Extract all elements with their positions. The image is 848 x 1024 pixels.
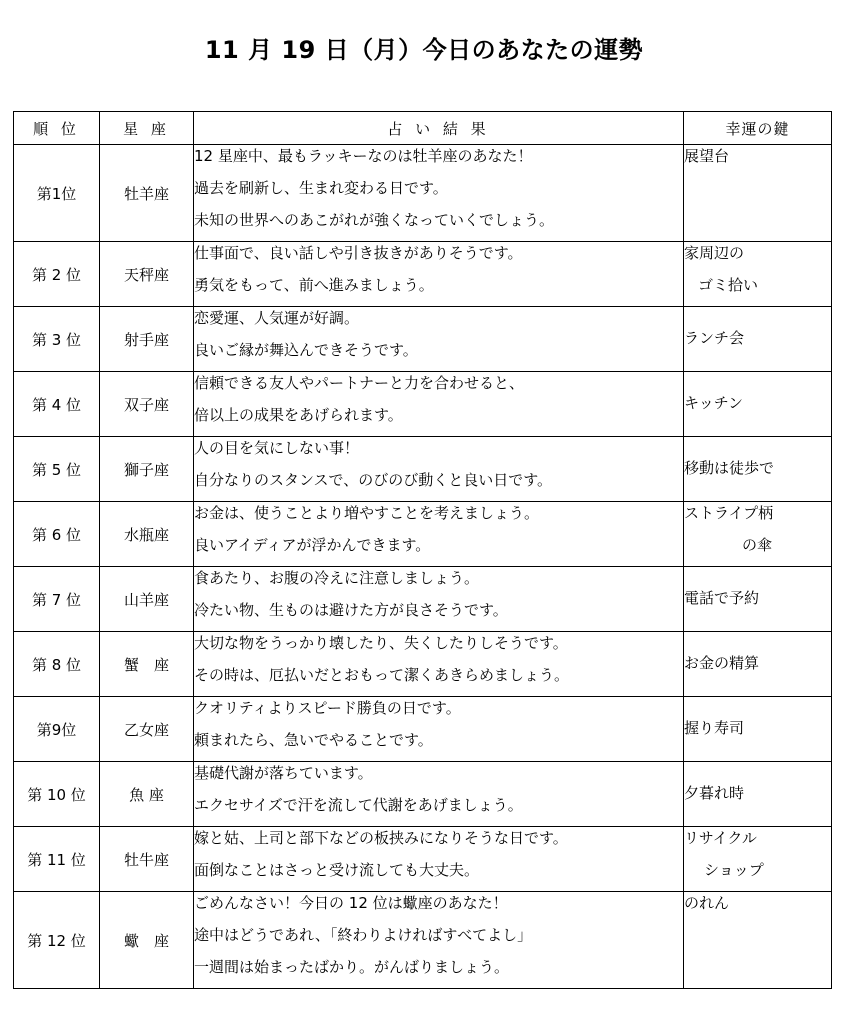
result-line: 恋愛運、人気運が好調。 (194, 309, 360, 327)
lucky-key-cell (684, 632, 832, 697)
result-line: 過去を刷新し、生まれ変わる日です。 (194, 179, 448, 197)
header-result: 占 い 結 果 (194, 112, 684, 145)
result-line: 人の目を気にしない事！ (194, 439, 360, 457)
result-cell (194, 307, 684, 372)
result-cell (194, 567, 684, 632)
rank-cell: 第 4 位 (14, 372, 100, 437)
rank-cell: 第1位 (14, 145, 100, 242)
lucky-key-cell (684, 307, 832, 372)
lucky-key-line: のれん (684, 894, 730, 912)
rank-cell: 第 6 位 (14, 502, 100, 567)
result-line: 12 星座中、最もラッキーなのは牡羊座のあなた！ (194, 147, 533, 165)
sign-cell: 天秤座 (100, 242, 194, 307)
header-sign: 星 座 (100, 112, 194, 145)
result-line: その時は、厄払いだとおもって潔くあきらめましょう。 (194, 666, 570, 684)
header-key: 幸運の鍵 (684, 112, 832, 145)
lucky-key-cell (684, 567, 832, 632)
result-cell (194, 632, 684, 697)
sign-cell: 蠍 座 (100, 892, 194, 989)
result-cell (194, 372, 684, 437)
sign-cell: 水瓶座 (100, 502, 194, 567)
rank-cell: 第 11 位 (14, 827, 100, 892)
lucky-key-line: お金の精算 (684, 654, 760, 672)
lucky-key-cell (684, 697, 832, 762)
lucky-key-cell (684, 762, 832, 827)
sign-cell: 乙女座 (100, 697, 194, 762)
lucky-key-line: ランチ会 (684, 329, 745, 347)
result-line: クオリティよりスピード勝負の日です。 (194, 699, 461, 717)
result-line: 倍以上の成果をあげられます。 (194, 406, 403, 424)
lucky-key-line: 家周辺の (684, 244, 745, 262)
table-row (14, 437, 832, 502)
rank-cell: 第 7 位 (14, 567, 100, 632)
result-line: 自分なりのスタンスで、のびのび動くと良い日です。 (194, 471, 553, 489)
lucky-key-cell (684, 892, 832, 989)
sign-cell: 牡羊座 (100, 145, 194, 242)
lucky-key-line: リサイクル (684, 829, 757, 847)
table-row (14, 502, 832, 567)
rank-cell: 第 10 位 (14, 762, 100, 827)
result-cell (194, 762, 684, 827)
result-line: 未知の世界へのあこがれが強くなっていくでしょう。 (194, 211, 555, 229)
table-row (14, 827, 832, 892)
result-line: 嫁と姑、上司と部下などの板挟みになりそうな日です。 (194, 829, 568, 847)
result-cell (194, 437, 684, 502)
result-line: 信頼できる友人やパートナーと力を合わせると、 (194, 374, 525, 392)
result-cell (194, 827, 684, 892)
result-line: 勇気をもって、前へ進みましょう。 (194, 276, 434, 294)
result-line: 冷たい物、生ものは避けた方が良さそうです。 (194, 601, 508, 619)
lucky-key-line: 夕暮れ時 (684, 784, 745, 802)
rank-cell: 第 3 位 (14, 307, 100, 372)
page-title: 11 月 19 日（月）今日のあなたの運勢 (204, 36, 644, 64)
table-row (14, 892, 832, 989)
rank-cell: 第9位 (14, 697, 100, 762)
lucky-key-cell (684, 827, 832, 892)
table-row (14, 632, 832, 697)
fortune-table (13, 111, 832, 989)
lucky-key-line: 移動は徒歩で (684, 459, 775, 477)
lucky-key-line: の傘 (742, 536, 773, 554)
sign-cell: 射手座 (100, 307, 194, 372)
result-line: お金は、使うことより増やすことを考えましょう。 (194, 504, 540, 522)
result-line: 基礎代謝が落ちています。 (194, 764, 373, 782)
result-line: ごめんなさい！今日の 12 位は蠍座のあなた！ (194, 894, 508, 912)
rank-cell: 第 5 位 (14, 437, 100, 502)
result-line: 良いアイディアが浮かんできます。 (194, 536, 431, 554)
rank-cell: 第 12 位 (14, 892, 100, 989)
result-cell (194, 242, 684, 307)
lucky-key-line: ストライプ柄 (684, 504, 774, 522)
table-header-row (14, 112, 832, 145)
table-row (14, 762, 832, 827)
result-line: 仕事面で、良い話しや引き抜きがありそうです。 (194, 244, 523, 262)
table-row (14, 372, 832, 437)
sign-cell: 獅子座 (100, 437, 194, 502)
result-line: 大切な物をうっかり壊したり、失くしたりしそうです。 (194, 634, 568, 652)
result-line: 面倒なことはさっと受け流しても大丈夫。 (194, 861, 480, 879)
result-cell (194, 697, 684, 762)
lucky-key-cell (684, 437, 832, 502)
lucky-key-line: ゴミ拾い (698, 276, 759, 294)
table-row (14, 242, 832, 307)
sign-cell: 蟹 座 (100, 632, 194, 697)
result-line: 頼まれたら、急いでやることです。 (194, 731, 433, 749)
table-row (14, 567, 832, 632)
rank-cell: 第 8 位 (14, 632, 100, 697)
sign-cell: 牡牛座 (100, 827, 194, 892)
result-line: エクセサイズで汗を流して代謝をあげましょう。 (194, 796, 523, 814)
result-line: 一週間は始まったばかり。がんばりましょう。 (194, 958, 510, 976)
result-line: 食あたり、お腹の冷えに注意しましょう。 (194, 569, 480, 587)
result-cell (194, 502, 684, 567)
lucky-key-line: キッチン (684, 394, 743, 412)
lucky-key-line: 電話で予約 (684, 589, 760, 607)
header-rank: 順 位 (14, 112, 100, 145)
lucky-key-line: ショップ (704, 861, 764, 879)
sign-cell: 山羊座 (100, 567, 194, 632)
rank-cell: 第 2 位 (14, 242, 100, 307)
table-row (14, 307, 832, 372)
result-cell (194, 892, 684, 989)
lucky-key-line: 展望台 (684, 147, 730, 165)
sign-cell: 双子座 (100, 372, 194, 437)
result-cell (194, 145, 684, 242)
lucky-key-cell (684, 372, 832, 437)
result-line: 途中はどうであれ、「終わりよければすべてよし」 (194, 926, 533, 944)
table-row (14, 697, 832, 762)
lucky-key-cell (684, 145, 832, 242)
table-row (14, 145, 832, 242)
lucky-key-cell (684, 242, 832, 307)
result-line: 良いご縁が舞込んできそうです。 (194, 341, 418, 359)
sign-cell: 魚 座 (100, 762, 194, 827)
lucky-key-cell (684, 502, 832, 567)
lucky-key-line: 握り寿司 (684, 719, 745, 737)
